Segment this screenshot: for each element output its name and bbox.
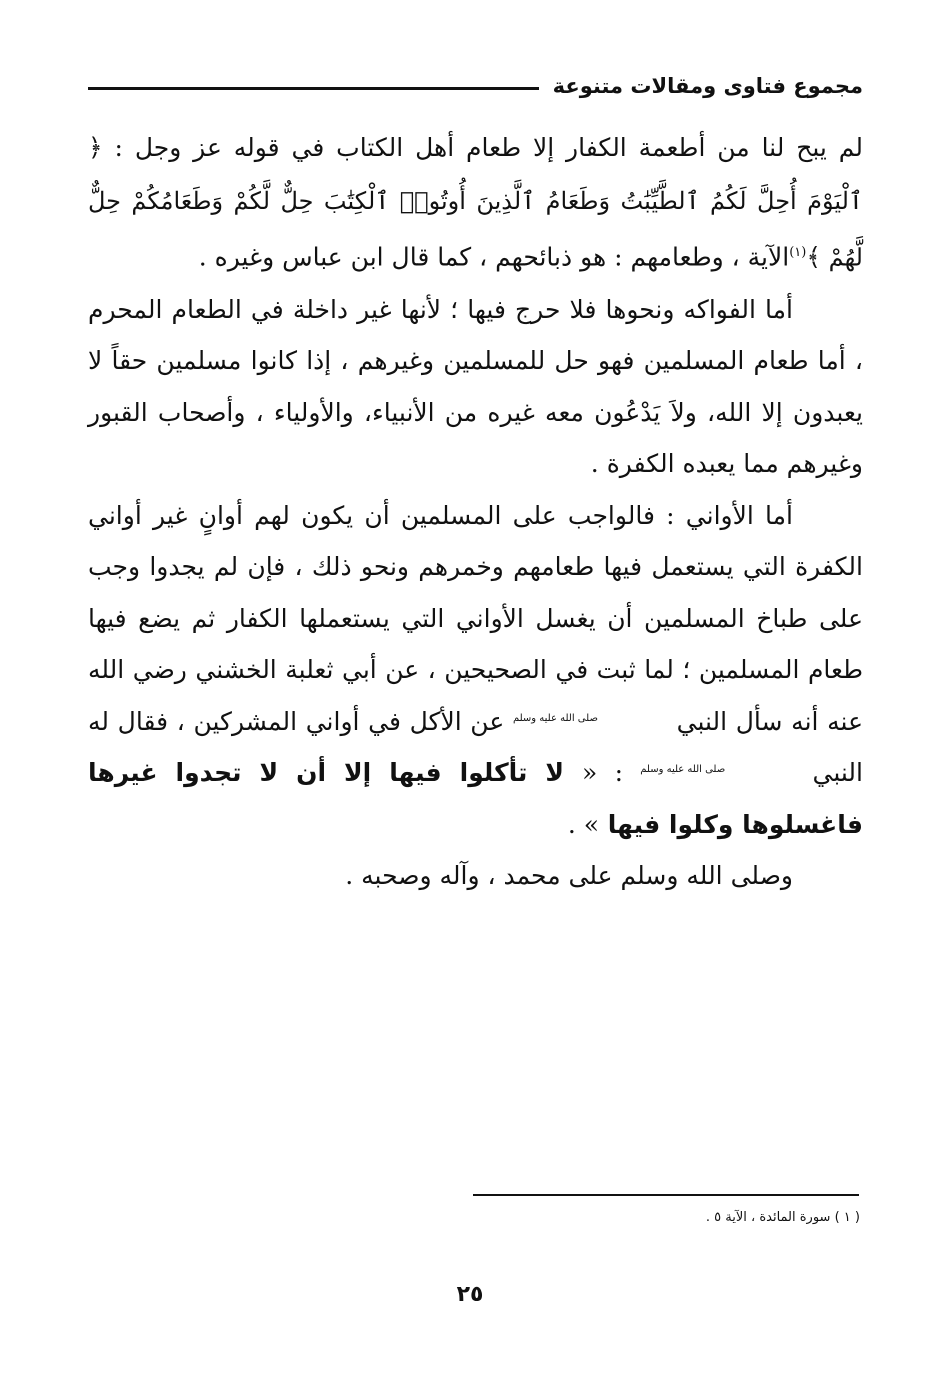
closing-line: وصلى الله وسلم على محمد ، وآله وصحبه . xyxy=(345,861,793,891)
paragraph-1-rest: الآية ، وطعامهم : هو ذبائحهم ، كما قال ابن عباس وغيره . xyxy=(198,242,790,272)
verse-close-bracket: ﴾ xyxy=(806,242,822,272)
footnote-marker: (١) xyxy=(789,245,807,260)
footnote: ( ١ ) سورة المائدة ، الآية ٥ . xyxy=(705,1210,860,1225)
quote-close: » . xyxy=(567,809,600,839)
paragraph-3-part-b: عن الأكل في أواني المشركين ، فقال له النبي xyxy=(88,706,863,788)
paragraph-3-part-a: أما الأواني : فالواجب على المسلمين أن يكون لهم أوانٍ غير أواني الكفرة التي يستعمل فيها طعامهم وخمرهم ونحو ذلك ، فإن لم يجدوا وجب على طباخ المسلمين أن يغسل الأواني التي يستعملها الكفار ثم يضع فيها طعام المسلمين ؛ لما ثبت في الصحيحين ، عن أبي ثعلبة الخشني رضي الله عنه أنه سأل النبي xyxy=(88,500,863,736)
hadith-text: لا تأكلوا فيها إلا أن لا تجدوا غيرها فاغسلوها وكلوا فيها xyxy=(88,758,863,839)
salawat-glyph: صلى الله عليه وسلم xyxy=(512,712,598,724)
page-header xyxy=(88,66,863,106)
salawat-glyph: صلى الله عليه وسلم xyxy=(640,764,726,775)
paragraph-1-intro: لم يبح لنا من أطعمة الكفار إلا طعام أهل الكتاب في قوله عز وجل : ﴿ xyxy=(88,133,863,162)
paragraph-3 xyxy=(88,490,863,851)
page-body xyxy=(88,122,863,902)
quote-open: : « xyxy=(582,758,641,788)
running-title: مجموع فتاوى ومقالات متنوعة xyxy=(552,74,863,98)
quran-verse: ٱلْيَوْمَ أُحِلَّ لَكُمُ ٱلطَّيِّبَٰتُ وَطَعَامُ ٱلَّذِينَ أُوتُوا۟ ٱلْكِتَٰبَ حِلٌّ لَّكُمْ وَطَعَامُكُمْ حِلٌّ لَّهُمْ xyxy=(88,186,863,272)
page-number: ٢٥ xyxy=(456,1282,484,1307)
paragraph-1 xyxy=(88,122,863,284)
paragraph-2: أما الفواكه ونحوها فلا حرج فيها ؛ لأنها غير داخلة في الطعام المحرم ، أما طعام المسلمين فهو حل للمسلمين وغيرهم ، إذا كانوا مسلمين حقاً لا يعبدون إلا الله، ولاَ يَدْعُون معه غيره من الأنبياء، والأولياء ، وأصحاب القبور وغيرهم مما يعبده الكفرة . xyxy=(88,294,863,479)
header-rule xyxy=(88,87,539,90)
footnote-rule xyxy=(473,1194,859,1196)
